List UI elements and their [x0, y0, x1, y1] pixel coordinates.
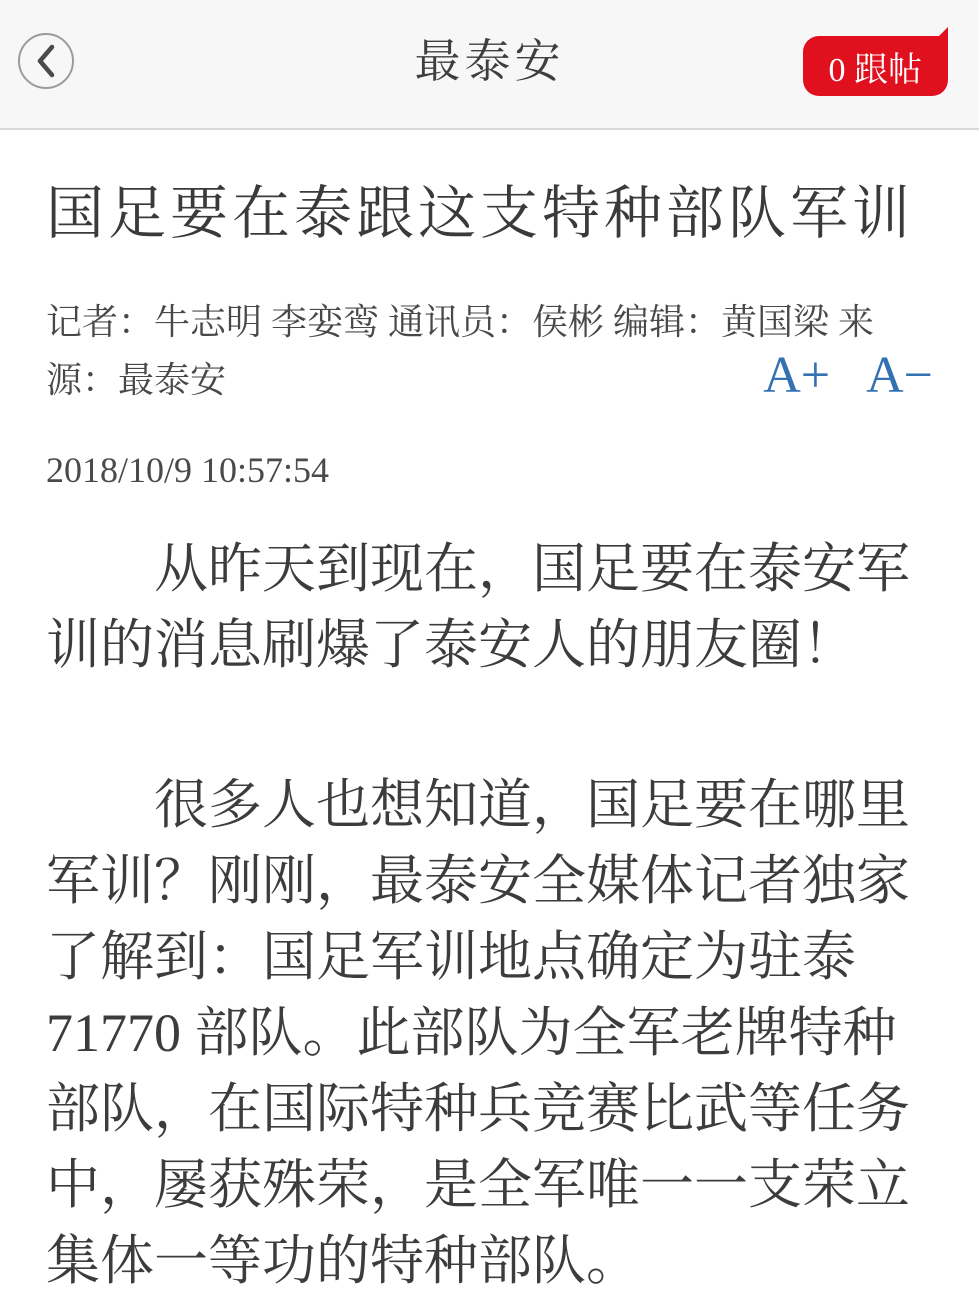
- article-title: 国足要在泰跟这支特种部队军训: [46, 181, 915, 246]
- article-content: [0, 182, 979, 1299]
- article-paragraph: 很多人也想知道，国足要在哪里军训？刚刚，最泰安全媒体记者独家了解到：国足军训地点确定为驻泰 71770 部队。此部队为全军老牌特种部队，在国际特种兵竞赛比武等任务中，屡获殊荣，是全军唯一一支荣立集体一等功的特种部队。: [46, 774, 910, 1291]
- article-datetime: 2018/10/9 10:57:54: [46, 449, 330, 490]
- comments-button[interactable]: 0 跟帖: [803, 36, 949, 96]
- article-byline: 记者：牛志明 李娈鸾 通讯员：侯彬 编辑：黄国梁 来源：最泰安: [46, 301, 875, 400]
- article-body: [46, 531, 933, 1299]
- font-increase-button[interactable]: A+: [763, 346, 831, 404]
- font-decrease-button[interactable]: A−: [866, 346, 933, 404]
- page-title: 最泰安: [414, 36, 565, 87]
- article-paragraph: 从昨天到现在，国足要在泰安军训的消息刷爆了泰安人的朋友圈！: [46, 538, 910, 675]
- article-meta: [46, 293, 933, 409]
- top-bar: [0, 0, 979, 130]
- font-size-controls: [763, 345, 933, 407]
